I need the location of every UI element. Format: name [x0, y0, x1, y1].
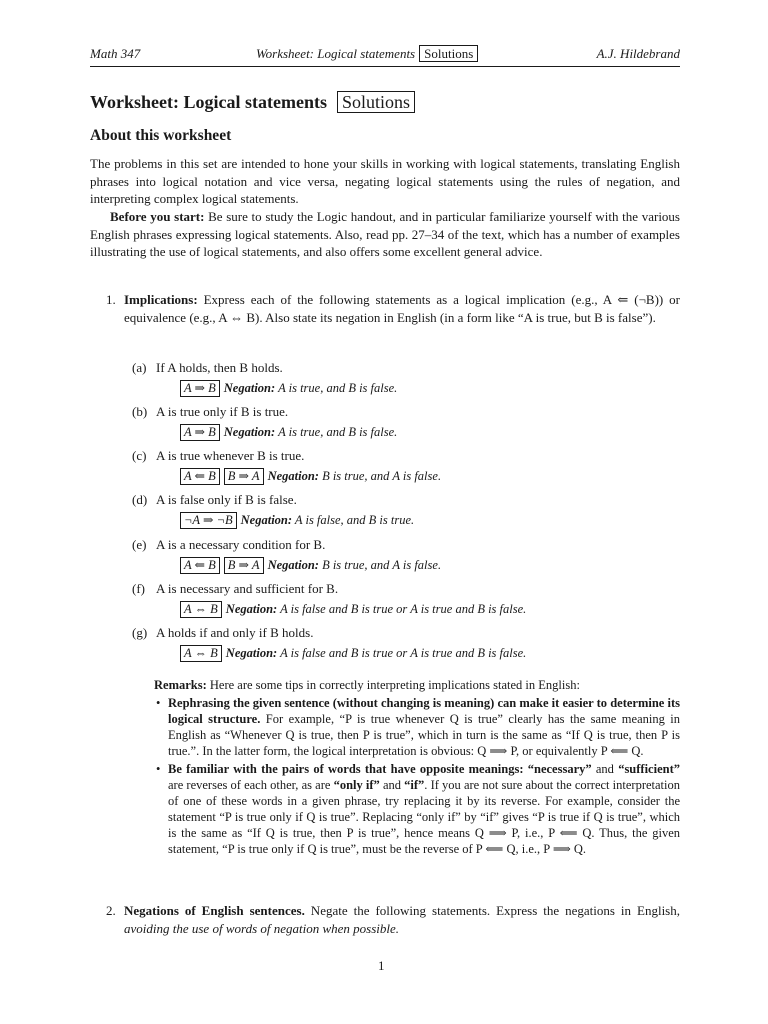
remark-2-bold: Be familiar with the pairs of words that have opposite meanings: [168, 762, 528, 776]
remarks-intro [154, 677, 680, 693]
answer-f [180, 601, 526, 618]
subitem-f [132, 580, 338, 597]
problem-2-italic: avoiding the use of words of negation when possible. [124, 920, 400, 936]
negation-text: B is true, and A is false. [318, 558, 442, 572]
problem-2-text: Negate the following statements. Express the negations in English, [304, 903, 680, 918]
problem-1-number: 1. [106, 292, 116, 307]
page-title [90, 92, 415, 113]
subitem-text: A holds if and only if B holds. [156, 625, 314, 640]
negation-label: Negation: [225, 602, 278, 616]
formula-box: A ⇐ B [180, 468, 220, 485]
remark-2-sep: are reverses of each other, as are [168, 778, 334, 792]
subitem-text: A is necessary and sufficient for B. [156, 581, 339, 596]
subitem-g [132, 624, 313, 641]
remark-2-word: “sufficient” [618, 762, 680, 776]
subitem-text: A is true whenever B is true. [156, 448, 305, 463]
negation-text: A is true, and B is false. [275, 381, 398, 395]
answer-b [180, 424, 397, 441]
formula-box: A ⇔ B [180, 601, 222, 618]
remark-1-bold: Rephrasing the given sentence (without changing is meaning) can make it easier to determine its logical structure. [168, 696, 680, 726]
subitem-text: A is true only if B is true. [156, 404, 289, 419]
answer-c [180, 468, 441, 485]
intro-paragraph: The problems in this set are intended to hone your skills in working with logical statements, translating English phrases into logical notation and vice versa, negating logical statements using the rules of negation, and interpreting complex logical statements. [90, 156, 680, 206]
formula-box: A ⇔ B [180, 645, 222, 662]
formula-box: A ⇐ B [180, 557, 220, 574]
formula-box: ¬A ⇒ ¬B [180, 512, 237, 529]
subitem-a [132, 359, 283, 376]
header-solutions-box: Solutions [419, 45, 478, 62]
answer-e [180, 557, 441, 574]
header-title [256, 46, 478, 62]
before-text: Be sure to study the Logic handout, and in particular familiarize yourself with the various English phrases expressing logical statements. Also, read pp. 27–34 of the text, which has a number of examples illustrating the use of logical statements, and also offers some excellent general advice. [90, 209, 680, 259]
negation-text: A is false and B is true or A is true and B is false. [277, 646, 527, 660]
negation-text: A is false and B is true or A is true and B is false. [277, 602, 527, 616]
subitem-label: (c) [132, 448, 147, 463]
before-lead: Before you start: [110, 209, 205, 224]
header-author: A.J. Hildebrand [596, 46, 680, 61]
subitem-e [132, 536, 325, 553]
negation-text: B is true, and A is false. [318, 469, 442, 483]
subitem-text: A is false only if B is false. [156, 492, 297, 507]
negation-label: Negation: [223, 381, 276, 395]
remarks-text: Here are some tips in correctly interpreting implications stated in English: [206, 678, 580, 692]
problem-1 [108, 291, 680, 326]
problem-2-body [124, 902, 680, 937]
negation-label: Negation: [267, 469, 319, 483]
bullet-dot-icon: • [156, 762, 161, 776]
header-course: Math 347 [90, 46, 141, 61]
subitem-label: (e) [132, 537, 147, 552]
remark-bullet-2 [154, 761, 680, 857]
remarks-lead: Remarks: [154, 678, 207, 692]
bullet-dot-icon: • [156, 696, 161, 710]
formula-box: B ⇒ A [224, 557, 264, 574]
remark-2-sep: and [591, 762, 619, 776]
section-heading: About this worksheet [90, 127, 232, 144]
before-paragraph [90, 208, 680, 261]
negation-label: Negation: [267, 558, 319, 572]
subitem-label: (a) [132, 360, 147, 375]
negation-text: A is true, and B is false. [275, 425, 398, 439]
problem-1-lead: Implications: [124, 292, 198, 307]
remark-2-word: “only if” [333, 778, 380, 792]
remark-2-text: . If you are not sure about the correct interpretation of one of these words in a given phrase, try replacing it by its reverse. For example, consider the statement “P is true only if Q is true”. Replacing “only if” by “if” gives “P is true if Q is true”, which is the same as “If Q is true, then P is true”, hence means Q ⟹ P, i.e., P ⟸ Q. Thus, the given statement, “P is true only if Q is true”, must be the reverse of P ⟸ Q, i.e., P ⟹ Q. [168, 778, 680, 856]
negation-label: Negation: [240, 513, 293, 527]
subitem-d [132, 491, 297, 508]
subitem-label: (b) [132, 404, 148, 419]
page-title-solutions-box: Solutions [337, 91, 415, 113]
subitem-label: (d) [132, 492, 148, 507]
page-title-text: Worksheet: Logical statements [90, 92, 327, 112]
subitem-label: (g) [132, 625, 148, 640]
remarks [154, 677, 680, 857]
page-number: 1 [378, 958, 385, 973]
problem-2-lead: Negations of English sentences. [124, 903, 305, 918]
subitem-c [132, 447, 304, 464]
header-title-text: Worksheet: Logical statements [256, 46, 416, 61]
header-rule [90, 66, 680, 67]
negation-label: Negation: [225, 646, 278, 660]
remark-1-text: For example, “P is true whenever Q is true” clearly has the same meaning in English as “Whenever Q is true, then P is true”, which in turn is the same as “If Q is true, then P is true.”. In the latter form, the logical interpretation is obvious: Q ⟹ P, or equivalently P ⟸ Q. [168, 712, 681, 758]
answer-a [180, 380, 397, 397]
problem-1-text: Express each of the following statements as a logical implication (e.g., A ⇐ (¬B)) or equivalence (e.g., A ⇔ B). Also state its negation in English (in a form like “A is true, but B is false”). [124, 292, 680, 325]
subitem-label: (f) [132, 581, 145, 596]
remark-2-sep: and [379, 778, 405, 792]
answer-d [180, 512, 414, 529]
remark-2-word: “if” [404, 778, 425, 792]
remark-bullet-1 [154, 695, 680, 759]
negation-text: A is false, and B is true. [292, 513, 415, 527]
problem-2-number: 2. [106, 903, 116, 918]
formula-box: A ⇒ B [180, 424, 220, 441]
subitem-text: If A holds, then B holds. [156, 360, 283, 375]
answer-g [180, 645, 526, 662]
negation-label: Negation: [223, 425, 276, 439]
problem-2 [108, 902, 680, 937]
formula-box: B ⇒ A [224, 468, 264, 485]
subitem-text: A is a necessary condition for B. [156, 537, 326, 552]
remark-2-word: “necessary” [527, 762, 592, 776]
formula-box: A ⇒ B [180, 380, 220, 397]
problem-1-body [124, 291, 680, 326]
subitem-b [132, 403, 288, 420]
